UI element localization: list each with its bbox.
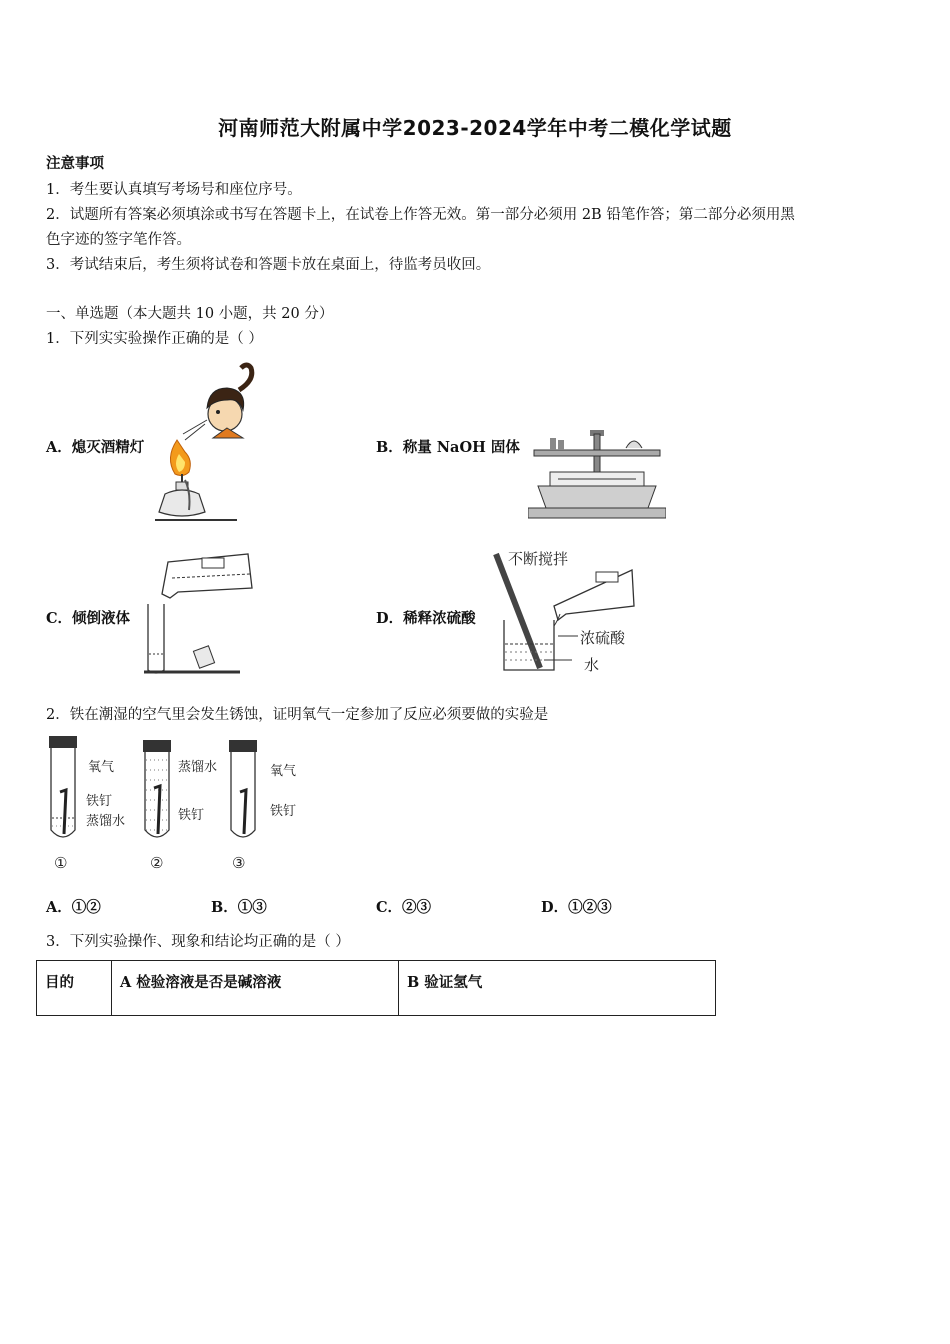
lamp-body (159, 490, 205, 516)
test-tube (148, 604, 164, 673)
q2-option-b: B．①③ (211, 899, 267, 916)
q1-option-b: B．称量 NaOH 固体 (376, 439, 520, 456)
girl-ponytail (239, 365, 252, 390)
notice-item: 3．考试结束后，考生须将试卷和答题卡放在桌面上，待监考员收回。 (46, 257, 491, 273)
tube1-number: ① (54, 854, 68, 872)
test-tube-2 (140, 738, 174, 846)
q1-option-c: C．倾倒液体 (46, 610, 131, 627)
q1-option-d: D．稀释浓硫酸 (376, 610, 476, 627)
notice-item: 2．试题所有答案必须填涂或书写在答题卡上，在试卷上作答无效。第一部分必须用 2B 铅笔作答；第二部分必须用黑 (46, 207, 795, 223)
q3-table (36, 960, 716, 1016)
label-stir: 不断搅拌 (508, 550, 569, 568)
table-cell: 目的 (37, 961, 112, 1016)
figure-balance (528, 428, 666, 520)
tube3-label: 氧气 (270, 764, 297, 779)
question-1-stem: 1．下列实实验操作正确的是（ ） (46, 331, 263, 347)
test-tube-1 (46, 734, 80, 846)
table-cell: B 验证氢气 (399, 961, 716, 1016)
tube3-label: 铁钉 (270, 804, 297, 819)
tube2-label: 蒸馏水 (178, 760, 218, 775)
tube2-number: ② (150, 854, 164, 872)
q2-option-a: A．①② (46, 899, 101, 916)
figure-alcohol-lamp (155, 362, 260, 524)
tube1-label: 铁钉 (86, 794, 113, 809)
figure-pouring (140, 548, 255, 676)
q2-option-c: C．②③ (376, 899, 432, 916)
question-3-stem: 3．下列实验操作、现象和结论均正确的是（ ） (46, 934, 350, 950)
q1-option-a: A．熄灭酒精灯 (46, 439, 145, 456)
page-title: 河南师范大附属中学2023-2024学年中考二模化学试题 (218, 116, 732, 140)
section-heading: 一、单选题（本大题共 10 小题，共 20 分） (46, 306, 334, 322)
question-2-stem: 2．铁在潮湿的空气里会发生锈蚀，证明氧气一定参加了反应必须要做的实验是 (46, 707, 549, 723)
tube3-number: ③ (232, 854, 246, 872)
label-water: 水 (584, 656, 600, 674)
test-tube-3 (226, 738, 260, 846)
tube1-label: 蒸馏水 (86, 814, 126, 829)
notice-item: 1．考生要认真填写考场号和座位序号。 (46, 182, 302, 198)
acid-bottle (554, 570, 634, 620)
stopper (193, 646, 214, 668)
notice-heading: 注意事项 (46, 155, 104, 172)
label-acid: 浓硫酸 (580, 629, 626, 647)
table-row (37, 961, 716, 1016)
glass-rod (496, 554, 540, 668)
table-cell: A 检验溶液是否是碱溶液 (112, 961, 399, 1016)
tube1-label: 氧气 (88, 760, 115, 775)
q2-option-d: D．①②③ (541, 899, 612, 916)
notice-item: 色字迹的签字笔作答。 (46, 232, 191, 248)
tube2-label: 铁钉 (178, 808, 205, 823)
